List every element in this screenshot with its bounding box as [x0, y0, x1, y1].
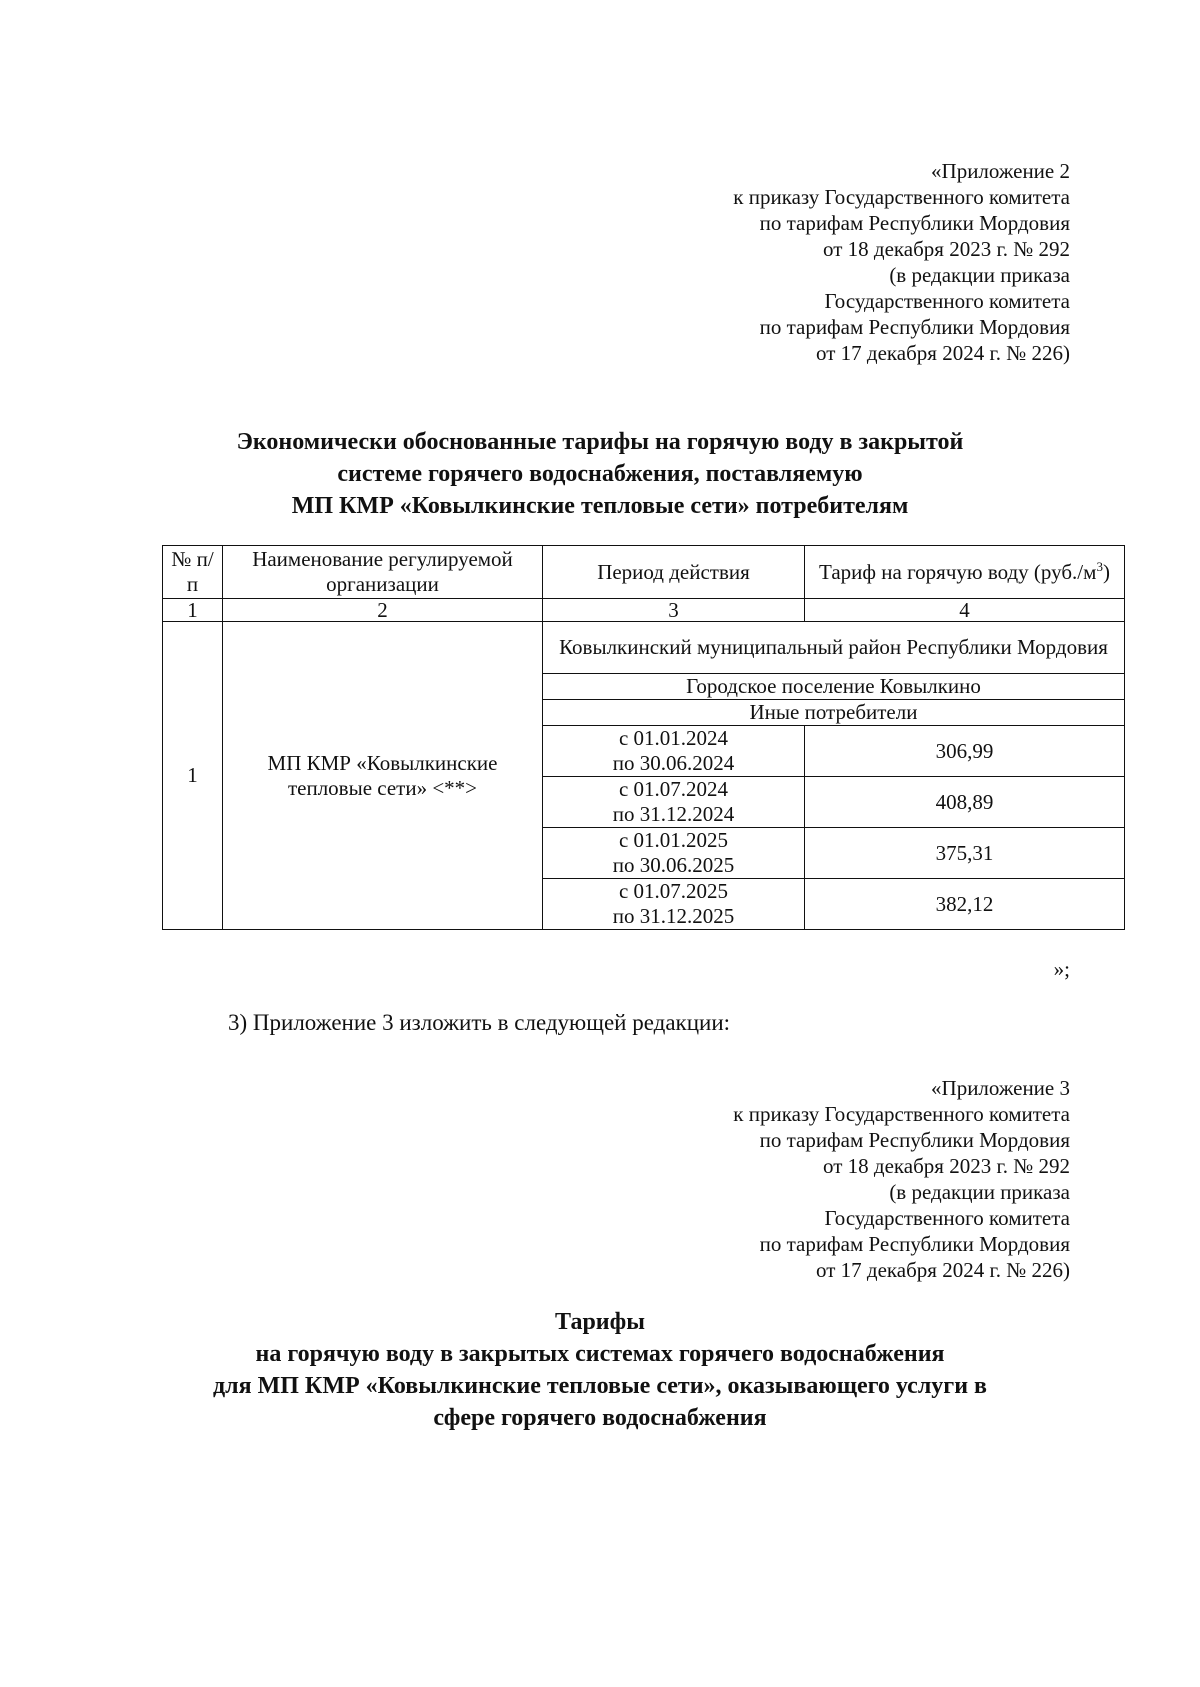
period-cell	[543, 726, 805, 777]
header-tariff-text: Тариф на горячую воду (руб./м	[819, 559, 1097, 584]
heading-line: системе горячего водоснабжения, поставляемую	[337, 461, 863, 487]
annex-line: (в редакции приказа	[889, 1180, 1070, 1204]
column-number: 1	[163, 599, 223, 622]
period-cell	[543, 777, 805, 828]
annex-line: от 18 декабря 2023 г. № 292	[823, 1154, 1070, 1178]
consumers-label: Иные потребители	[543, 700, 1125, 726]
heading-line: сфере горячего водоснабжения	[433, 1405, 767, 1431]
annex-line: Государственного комитета	[824, 1206, 1070, 1230]
column-number-row	[163, 599, 1125, 622]
header-period: Период действия	[543, 546, 805, 599]
heading-line: Тарифы	[555, 1309, 645, 1335]
header-tariff	[805, 546, 1125, 599]
header-tariff-end: )	[1102, 559, 1110, 584]
row-num: 1	[163, 622, 223, 930]
period-from: с 01.07.2024	[618, 777, 729, 801]
region-row	[163, 622, 1125, 674]
column-number: 4	[805, 599, 1125, 622]
annex-line: по тарифам Республики Мордовия	[759, 211, 1070, 235]
annex-line: к приказу Государственного комитета	[733, 1102, 1070, 1126]
period-from: с 01.07.2025	[618, 879, 729, 903]
period-from: с 01.01.2025	[618, 828, 729, 852]
period-cell	[543, 879, 805, 930]
closing-quote-mark: »;	[1053, 957, 1070, 981]
annex-line: к приказу Государственного комитета	[733, 185, 1070, 209]
heading-line: МП КМР «Ковылкинские тепловые сети» потребителям	[291, 493, 909, 519]
tariff-table	[162, 545, 1125, 930]
header-org: Наименование регулируемой организации	[223, 546, 543, 599]
heading-line: на горячую воду в закрытых системах горячего водоснабжения	[255, 1341, 945, 1367]
annex-line: от 18 декабря 2023 г. № 292	[823, 237, 1070, 261]
header-num: № п/п	[163, 546, 223, 599]
column-number: 3	[543, 599, 805, 622]
tariff-value: 306,99	[805, 726, 1125, 777]
table-header-row	[163, 546, 1125, 599]
annex-line: «Приложение 3	[931, 1076, 1070, 1100]
region-label: Ковылкинский муниципальный район Республики Мордовия	[543, 622, 1125, 674]
period-cell	[543, 828, 805, 879]
heading-line: Экономически обоснованные тарифы на горячую воду в закрытой	[236, 429, 964, 455]
table-heading	[100, 426, 1100, 522]
period-to: по 31.12.2024	[612, 802, 735, 826]
tariff-value: 375,31	[805, 828, 1125, 879]
annex-line: (в редакции приказа	[889, 263, 1070, 287]
annex-3-reference	[733, 1075, 1070, 1283]
settlement-label: Городское поселение Ковылкино	[543, 674, 1125, 700]
annex-2-reference	[733, 158, 1070, 366]
header-tariff-sup: 3	[1096, 558, 1103, 574]
period-to: по 31.12.2025	[612, 904, 735, 928]
annex-line: от 17 декабря 2024 г. № 226)	[816, 341, 1070, 365]
instruction-text: 3) Приложение 3 изложить в следующей редакции:	[228, 1010, 731, 1035]
column-number: 2	[223, 599, 543, 622]
annex-line: по тарифам Республики Мордовия	[759, 1232, 1070, 1256]
tariffs-heading	[100, 1306, 1100, 1434]
heading-line: для МП КМР «Ковылкинские тепловые сети», оказывающего услуги в	[213, 1373, 987, 1399]
period-to: по 30.06.2024	[612, 751, 735, 775]
tariff-value: 382,12	[805, 879, 1125, 930]
annex-line: по тарифам Республики Мордовия	[759, 315, 1070, 339]
period-from: с 01.01.2024	[618, 726, 729, 750]
annex-line: от 17 декабря 2024 г. № 226)	[816, 1258, 1070, 1282]
annex-line: «Приложение 2	[931, 159, 1070, 183]
annex-line: по тарифам Республики Мордовия	[759, 1128, 1070, 1152]
tariff-value: 408,89	[805, 777, 1125, 828]
period-to: по 30.06.2025	[612, 853, 735, 877]
annex-line: Государственного комитета	[824, 289, 1070, 313]
org-name: МП КМР «Ковылкинские тепловые сети» <**>	[223, 622, 543, 930]
